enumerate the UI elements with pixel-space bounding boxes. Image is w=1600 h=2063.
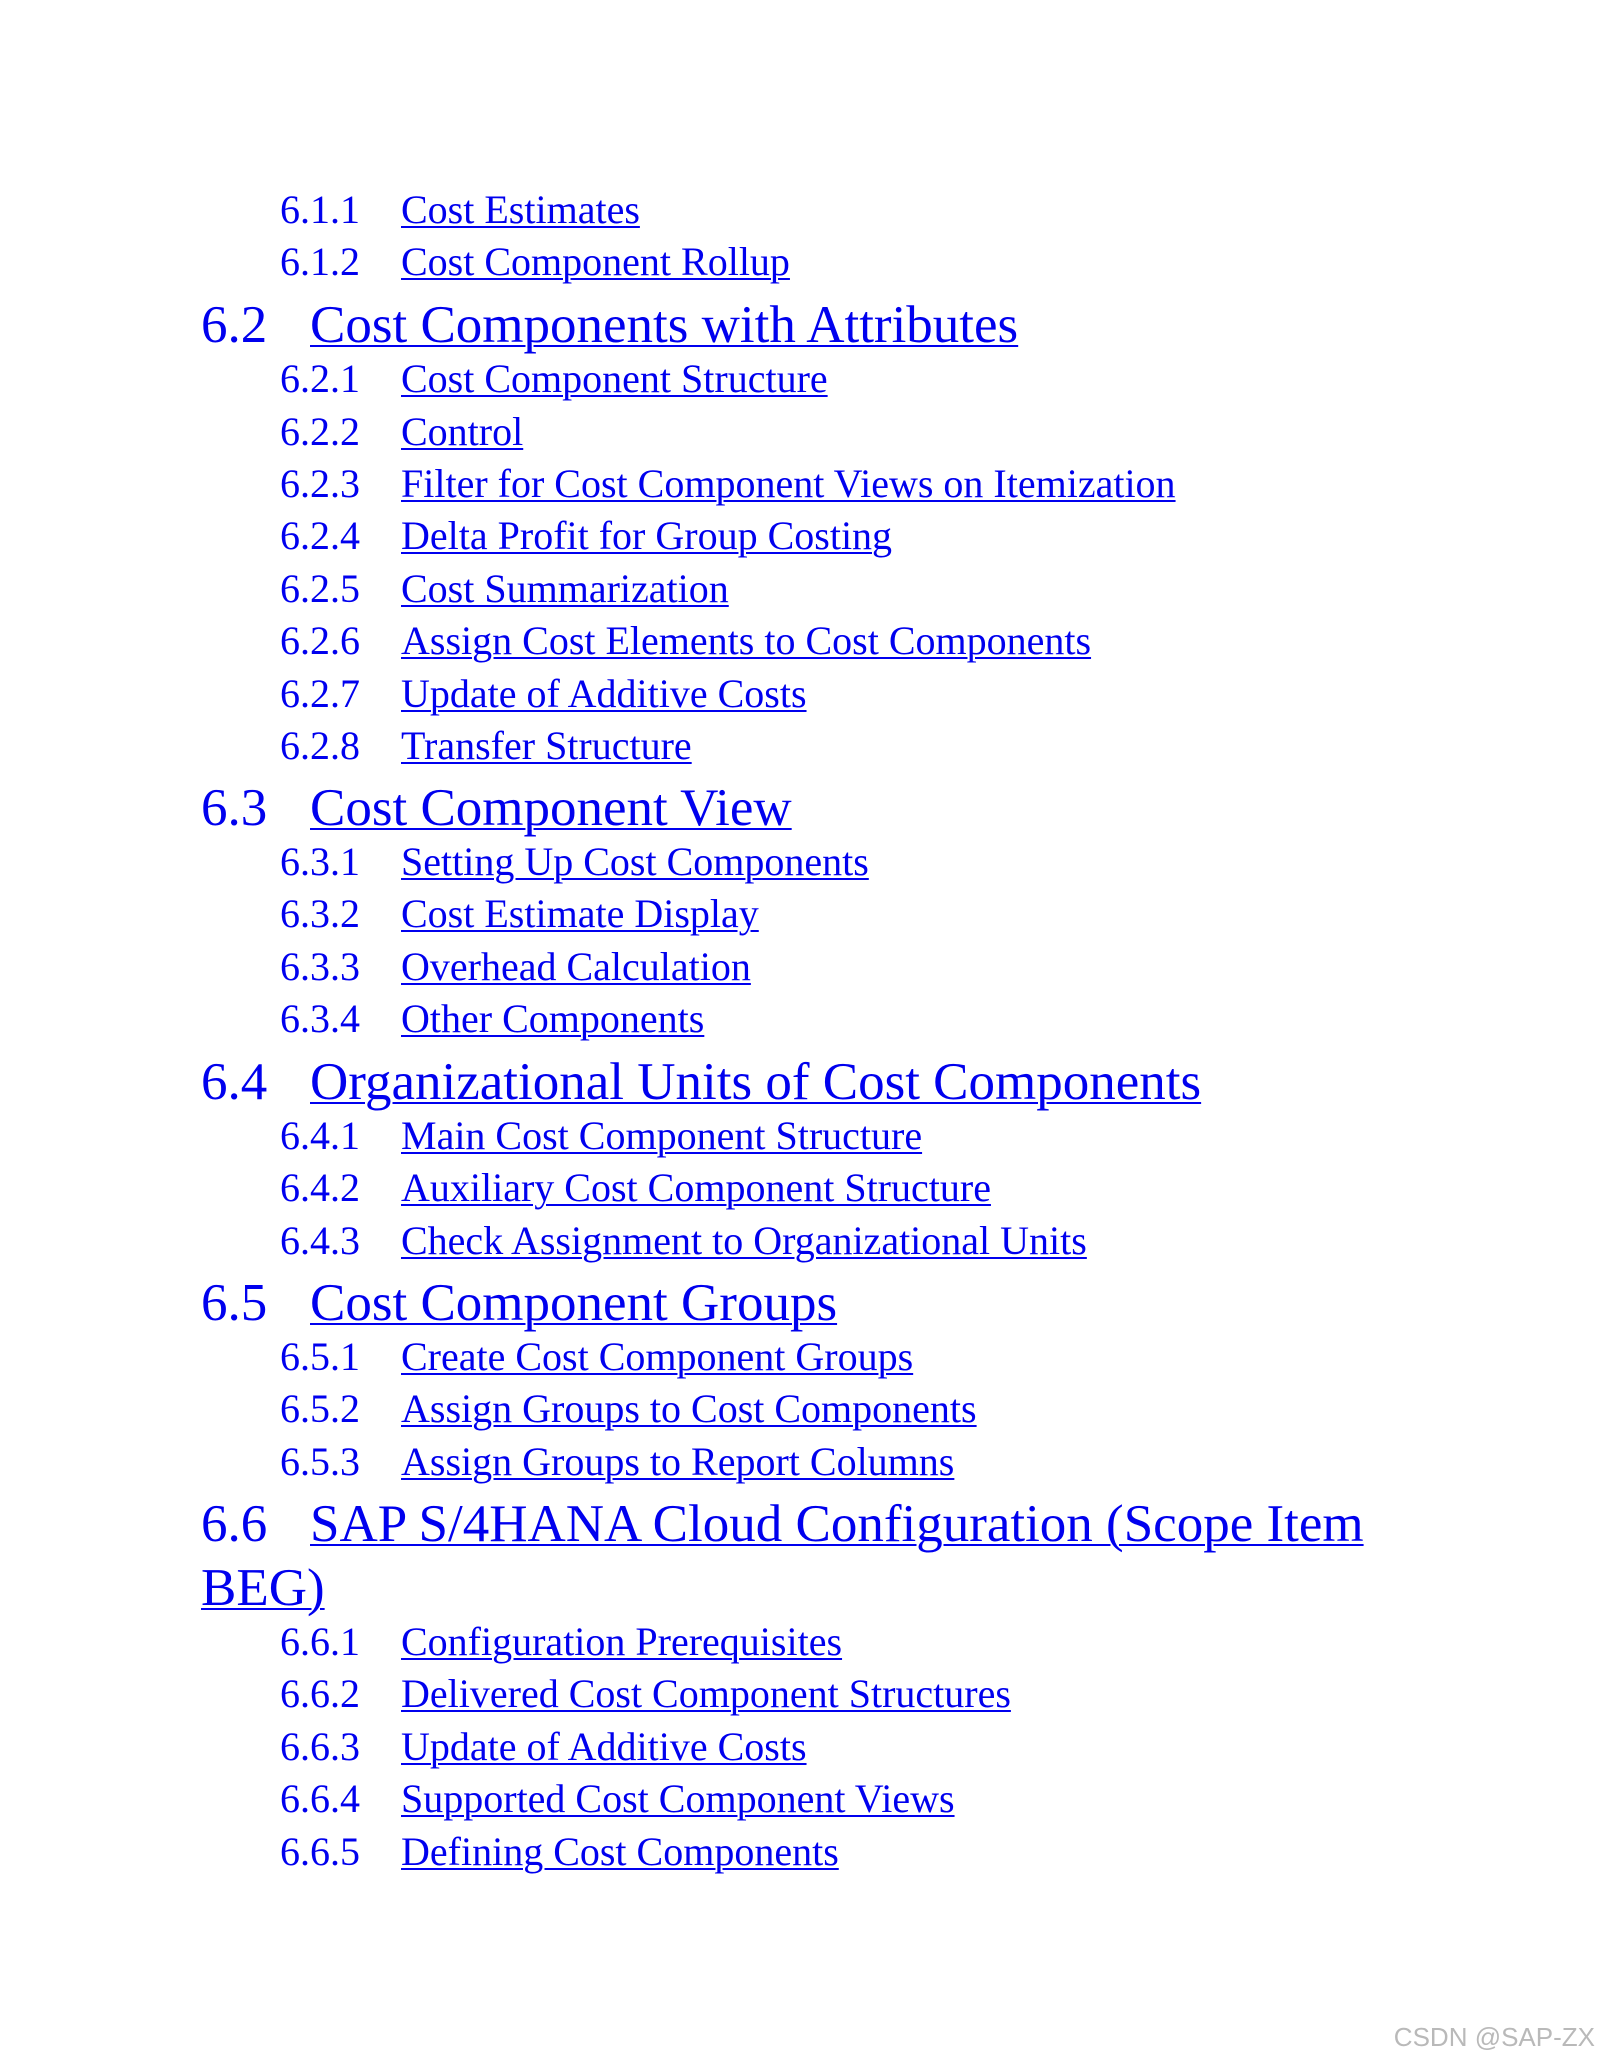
toc-number: 6.5.1 [280, 1334, 360, 1379]
toc-entry-6-2-4[interactable] [280, 514, 892, 558]
toc-title: Delivered Cost Component Structures [401, 1671, 1011, 1716]
toc-number: 6.4.1 [280, 1113, 360, 1158]
toc-title: Other Components [401, 996, 705, 1041]
toc-number: 6.2.2 [280, 409, 360, 454]
toc-entry-6-5-2[interactable] [280, 1387, 977, 1431]
toc-title: Cost Estimates [401, 187, 640, 232]
toc-number: 6.2.6 [280, 618, 360, 663]
toc-link[interactable] [201, 779, 792, 837]
toc-link[interactable] [280, 1776, 955, 1821]
toc-entry-6-4[interactable] [201, 1051, 1201, 1113]
toc-title: Cost Component Groups [310, 1274, 838, 1332]
toc-title: Cost Component View [310, 779, 792, 837]
toc-entry-6-5[interactable] [201, 1272, 837, 1334]
toc-entry-6-6-1[interactable] [280, 1620, 842, 1664]
toc-number: 6.3 [201, 779, 268, 837]
toc-number: 6.1.1 [280, 187, 360, 232]
toc-link[interactable] [280, 1334, 913, 1379]
toc-entry-6-1-1[interactable] [280, 188, 640, 232]
toc-link[interactable] [280, 1829, 839, 1874]
toc-number: 6.6 [201, 1495, 268, 1553]
toc-entry-6-6[interactable] [201, 1493, 1364, 1555]
toc-entry-6-1-2[interactable] [280, 240, 790, 284]
toc-entry-6-2-1[interactable] [280, 357, 828, 401]
toc-title: Control [401, 409, 524, 454]
toc-title: Organizational Units of Cost Components [310, 1053, 1202, 1111]
toc-link[interactable] [201, 296, 1018, 354]
toc-title: Filter for Cost Component Views on Itemization [401, 461, 1176, 506]
toc-title: Cost Component Rollup [401, 239, 790, 284]
toc-number: 6.5.3 [280, 1439, 360, 1484]
toc-link[interactable] [280, 1113, 922, 1158]
watermark: CSDN @SAP-ZX [1393, 2022, 1595, 2052]
toc-entry-6-2-5[interactable] [280, 567, 729, 611]
toc-number: 6.5 [201, 1274, 268, 1332]
toc-number: 6.3.3 [280, 944, 360, 989]
toc-title: Defining Cost Components [401, 1829, 839, 1874]
toc-title: SAP S/4HANA Cloud Configuration (Scope Item [310, 1495, 1364, 1553]
toc-link[interactable] [280, 409, 523, 454]
toc-number: 6.2.3 [280, 461, 360, 506]
toc-entry-6-2-2[interactable] [280, 410, 523, 454]
toc-link[interactable] [201, 1559, 325, 1617]
toc-entry-6-3-1[interactable] [280, 840, 869, 884]
toc-entry-6-6-5[interactable] [280, 1830, 839, 1874]
toc-link[interactable] [280, 1439, 954, 1484]
toc-entry-6-6-continued[interactable] [201, 1557, 325, 1619]
toc-number: 6.5.2 [280, 1386, 360, 1431]
toc-link[interactable] [280, 839, 869, 884]
toc-link[interactable] [280, 1724, 807, 1769]
toc-title: Update of Additive Costs [401, 671, 807, 716]
toc-number: 6.4.2 [280, 1165, 360, 1210]
toc-title: Cost Summarization [401, 566, 729, 611]
toc-number: 6.2 [201, 296, 268, 354]
toc-title: Cost Components with Attributes [310, 296, 1019, 354]
toc-link[interactable] [280, 1165, 991, 1210]
toc-number: 6.6.1 [280, 1619, 360, 1664]
toc-title: Cost Component Structure [401, 356, 828, 401]
toc-entry-6-2[interactable] [201, 294, 1018, 356]
toc-number: 6.2.4 [280, 513, 360, 558]
toc-number: 6.2.5 [280, 566, 360, 611]
toc-link[interactable] [280, 513, 892, 558]
toc-link[interactable] [280, 723, 692, 768]
toc-link[interactable] [280, 1386, 977, 1431]
toc-entry-6-3-4[interactable] [280, 997, 704, 1041]
toc-entry-6-2-8[interactable] [280, 724, 692, 768]
toc-entry-6-5-3[interactable] [280, 1440, 954, 1484]
toc-title: Update of Additive Costs [401, 1724, 807, 1769]
toc-title: Transfer Structure [401, 723, 692, 768]
toc-entry-6-6-3[interactable] [280, 1725, 807, 1769]
toc-title: Overhead Calculation [401, 944, 751, 989]
toc-entry-6-2-3[interactable] [280, 462, 1176, 506]
toc-link[interactable] [201, 1495, 1364, 1553]
toc-link[interactable] [280, 671, 807, 716]
toc-title: Configuration Prerequisites [401, 1619, 843, 1664]
toc-title: Supported Cost Component Views [401, 1776, 955, 1821]
toc-number: 6.2.8 [280, 723, 360, 768]
toc-number: 6.3.2 [280, 891, 360, 936]
toc-title: Delta Profit for Group Costing [401, 513, 893, 558]
toc-title: Main Cost Component Structure [401, 1113, 923, 1158]
toc-entry-6-4-2[interactable] [280, 1166, 991, 1210]
toc-entry-6-6-4[interactable] [280, 1777, 955, 1821]
toc-link[interactable] [280, 1671, 1011, 1716]
toc-link[interactable] [201, 1274, 837, 1332]
toc-entry-6-4-3[interactable] [280, 1219, 1087, 1263]
toc-link[interactable] [280, 356, 828, 401]
toc-entry-6-6-2[interactable] [280, 1672, 1011, 1716]
toc-title: Create Cost Component Groups [401, 1334, 914, 1379]
toc-entry-6-3-2[interactable] [280, 892, 759, 936]
toc-number: 6.4.3 [280, 1218, 360, 1263]
toc-entry-6-5-1[interactable] [280, 1335, 913, 1379]
toc-number: 6.6.5 [280, 1829, 360, 1874]
toc-link[interactable] [280, 1218, 1087, 1263]
toc-link[interactable] [280, 239, 790, 284]
toc-title: Check Assignment to Organizational Units [401, 1218, 1087, 1263]
toc-title: Assign Groups to Cost Components [401, 1386, 977, 1431]
toc-entry-6-3-3[interactable] [280, 945, 751, 989]
toc-link[interactable] [280, 461, 1176, 506]
toc-number: 6.3.1 [280, 839, 360, 884]
toc-title: Assign Groups to Report Columns [401, 1439, 955, 1484]
toc-link[interactable] [201, 1053, 1201, 1111]
toc-entry-6-4-1[interactable] [280, 1114, 922, 1158]
toc-entry-6-2-6[interactable] [280, 619, 1091, 663]
toc-entry-6-3[interactable] [201, 777, 792, 839]
toc-number: 6.4 [201, 1053, 268, 1111]
toc-number: 6.6.2 [280, 1671, 360, 1716]
toc-link[interactable] [280, 618, 1091, 663]
toc-link[interactable] [280, 566, 729, 611]
toc-link[interactable] [280, 891, 759, 936]
toc-title: Assign Cost Elements to Cost Components [401, 618, 1092, 663]
toc-number: 6.6.4 [280, 1776, 360, 1821]
toc-number: 6.6.3 [280, 1724, 360, 1769]
toc-link[interactable] [280, 187, 640, 232]
toc-number: 6.2.7 [280, 671, 360, 716]
toc-number: 6.3.4 [280, 996, 360, 1041]
toc-link[interactable] [280, 1619, 842, 1664]
toc-number: 6.1.2 [280, 239, 360, 284]
toc-link[interactable] [280, 996, 704, 1041]
toc-entry-6-2-7[interactable] [280, 672, 807, 716]
toc-number: 6.2.1 [280, 356, 360, 401]
toc-link[interactable] [280, 944, 751, 989]
toc-title: Setting Up Cost Components [401, 839, 869, 884]
toc-title: Cost Estimate Display [401, 891, 759, 936]
toc-title: Auxiliary Cost Component Structure [401, 1165, 991, 1210]
toc-title-continued: BEG) [201, 1559, 325, 1617]
